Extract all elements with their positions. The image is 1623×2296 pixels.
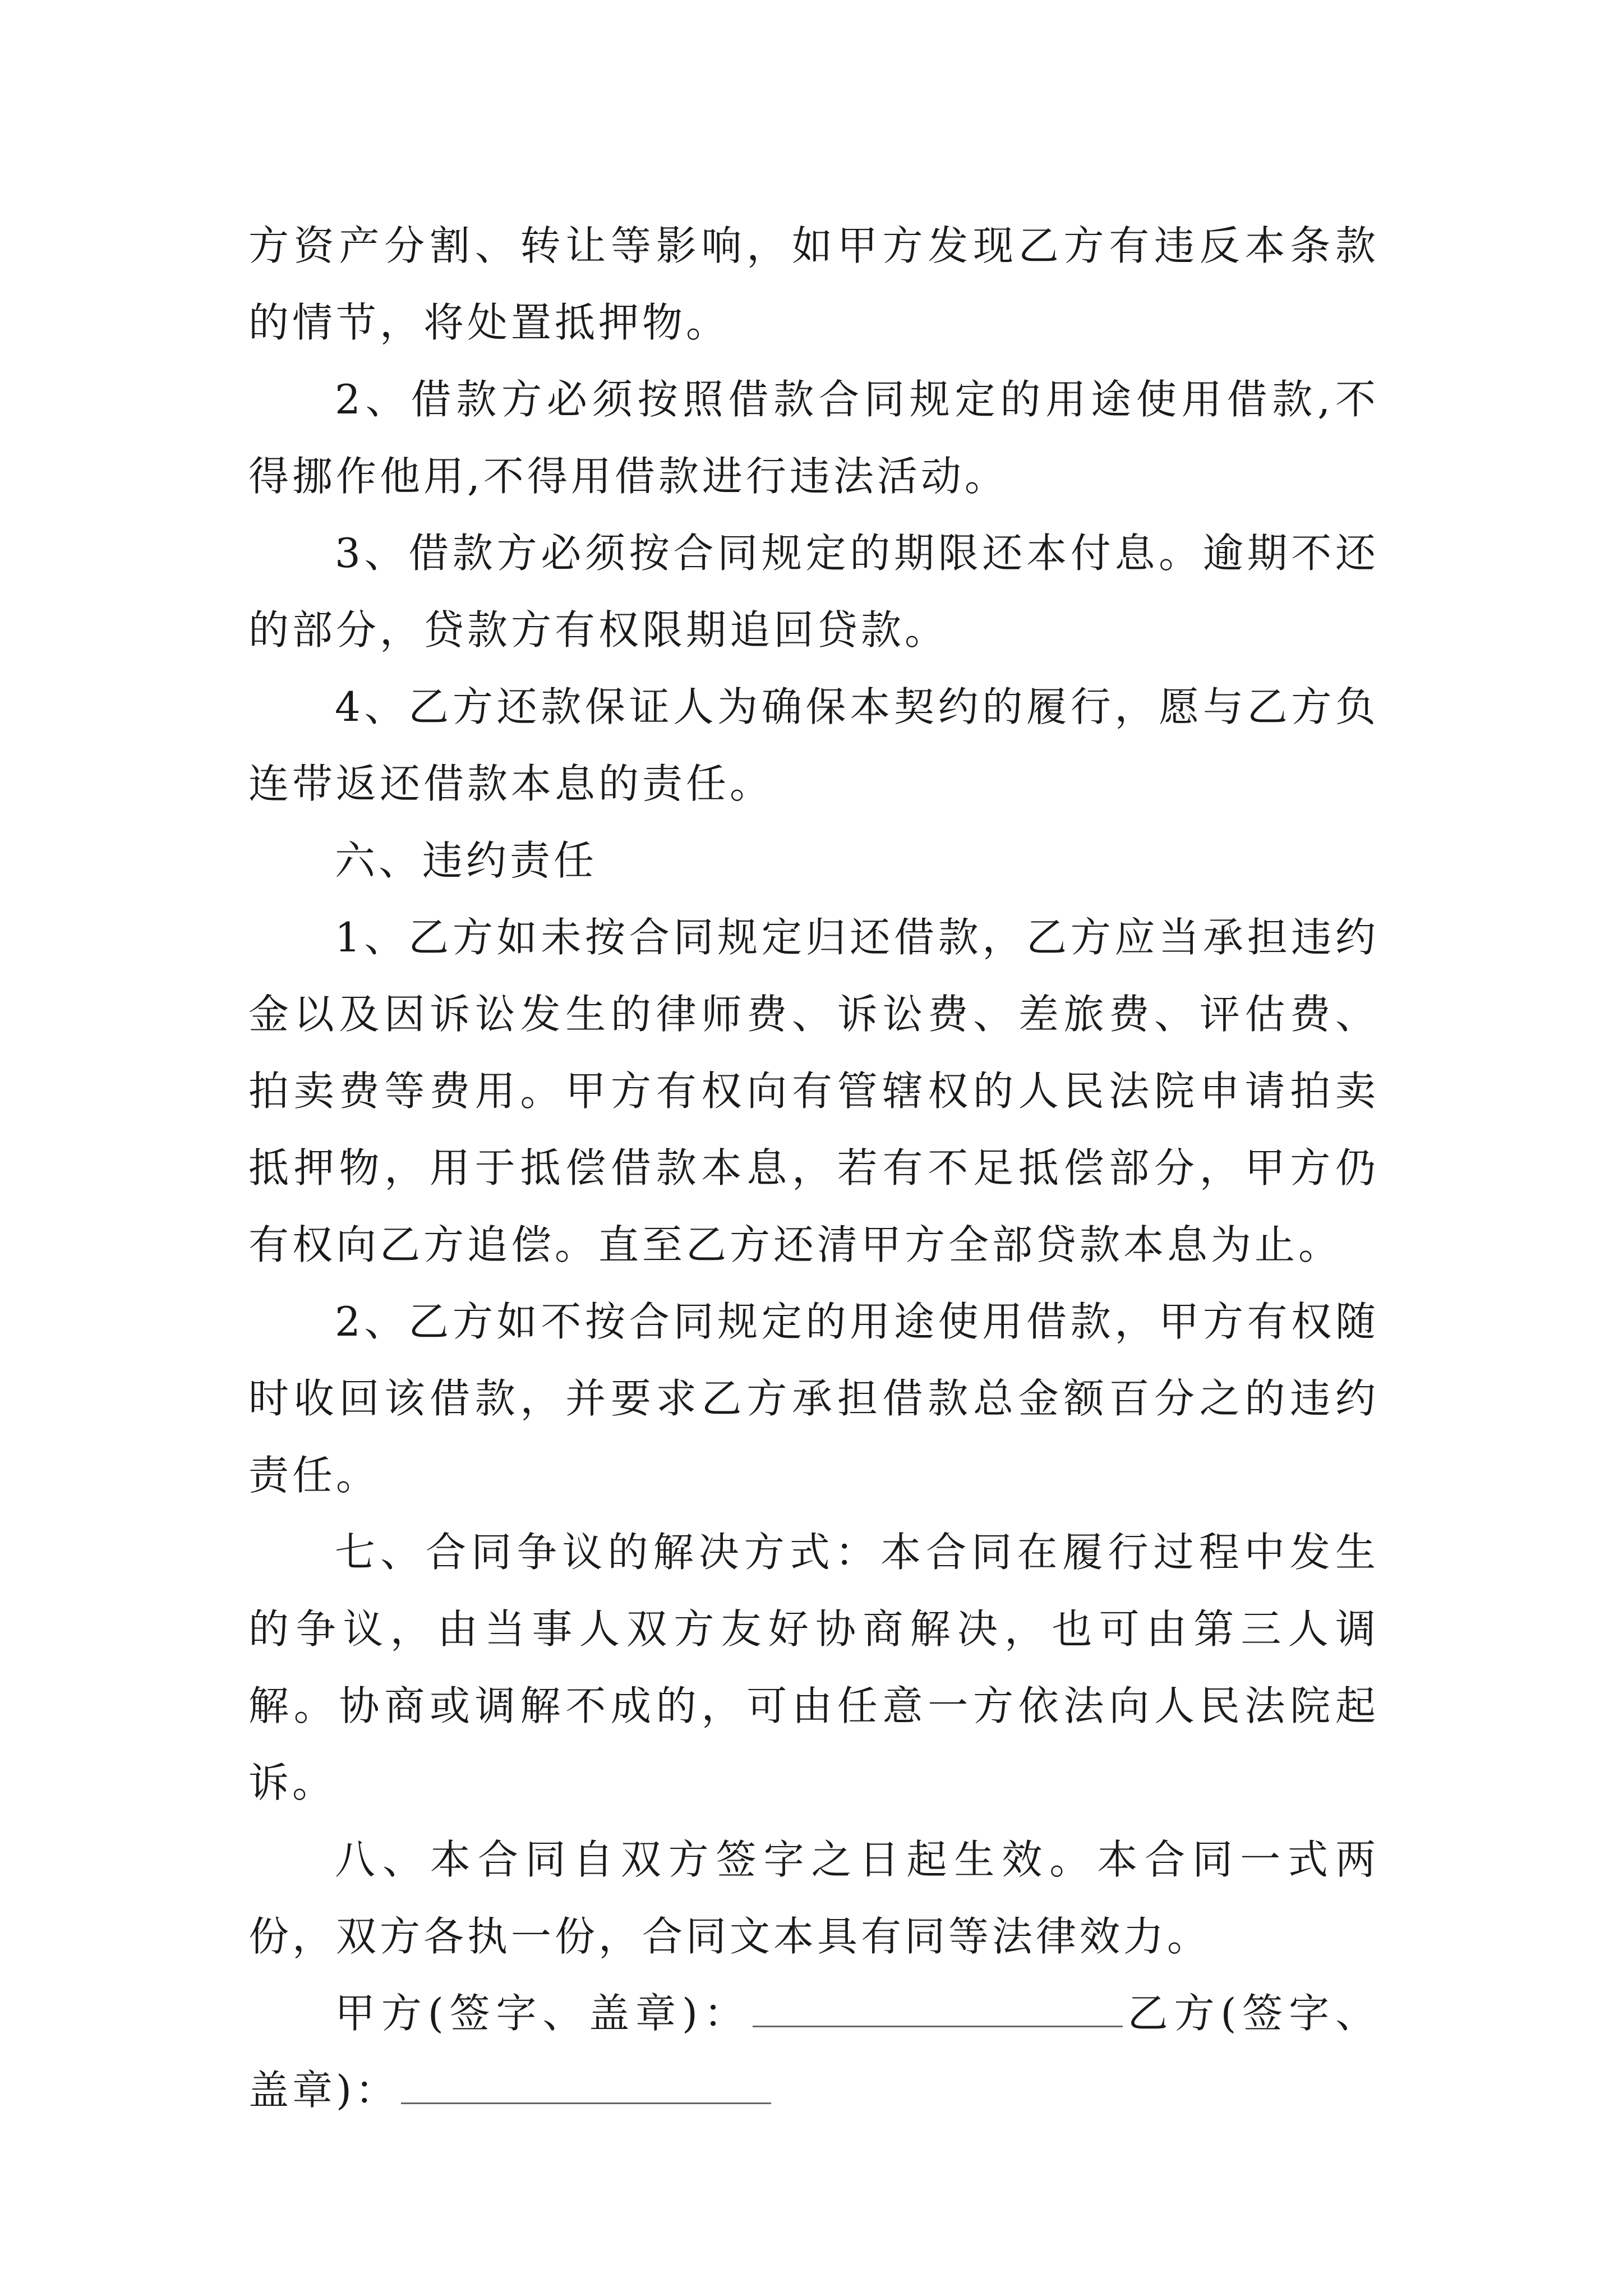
party-a-label: 甲方(签字、盖章)：	[335, 1990, 750, 2037]
party-a-signature-blank	[753, 1992, 1123, 2027]
clause-5-3: 3、借款方必须按合同规定的期限还本付息。逾期不还的部分，贷款方有权限期追回贷款。	[248, 530, 1379, 654]
clause-5-4: 4、乙方还款保证人为确保本契约的履行，愿与乙方负连带返还借款本息的责任。	[248, 683, 1379, 807]
paragraph-continuation: 方资产分割、转让等影响，如甲方发现乙方有违反本条款的情节，将处置抵押物。	[248, 222, 1379, 346]
document-body	[248, 208, 1379, 2129]
section-heading-6: 六、违约责任	[335, 837, 598, 884]
section-7: 七、合同争议的解决方式：本合同在履行过程中发生的争议，由当事人双方友好协商解决，也可由第三人调解。协商或调解不成的，可由任意一方依法向人民法院起诉。	[248, 1529, 1379, 1806]
party-b-label: 乙方(签字、盖章)：	[248, 1990, 1380, 2114]
signature-line	[248, 1975, 1379, 2129]
party-b-signature-blank	[401, 2069, 771, 2104]
clause-5-2: 2、借款方必须按照借款合同规定的用途使用借款,不得挪作他用,不得用借款进行违法活动。	[248, 376, 1379, 500]
section-8: 八、本合同自双方签字之日起生效。本合同一式两份，双方各执一份，合同文本具有同等法律效力。	[248, 1836, 1379, 1960]
clause-6-1: 1、乙方如未按合同规定归还借款，乙方应当承担违约金以及因诉讼发生的律师费、诉讼费、差旅费、评估费、拍卖费等费用。甲方有权向有管辖权的人民法院申请拍卖抵押物，用于抵偿借款本息，若有不足抵偿部分，甲方仍有权向乙方追偿。直至乙方还清甲方全部贷款本息为止。	[248, 914, 1379, 1268]
clause-6-2: 2、乙方如不按合同规定的用途使用借款，甲方有权随时收回该借款，并要求乙方承担借款总金额百分之的违约责任。	[248, 1298, 1379, 1499]
